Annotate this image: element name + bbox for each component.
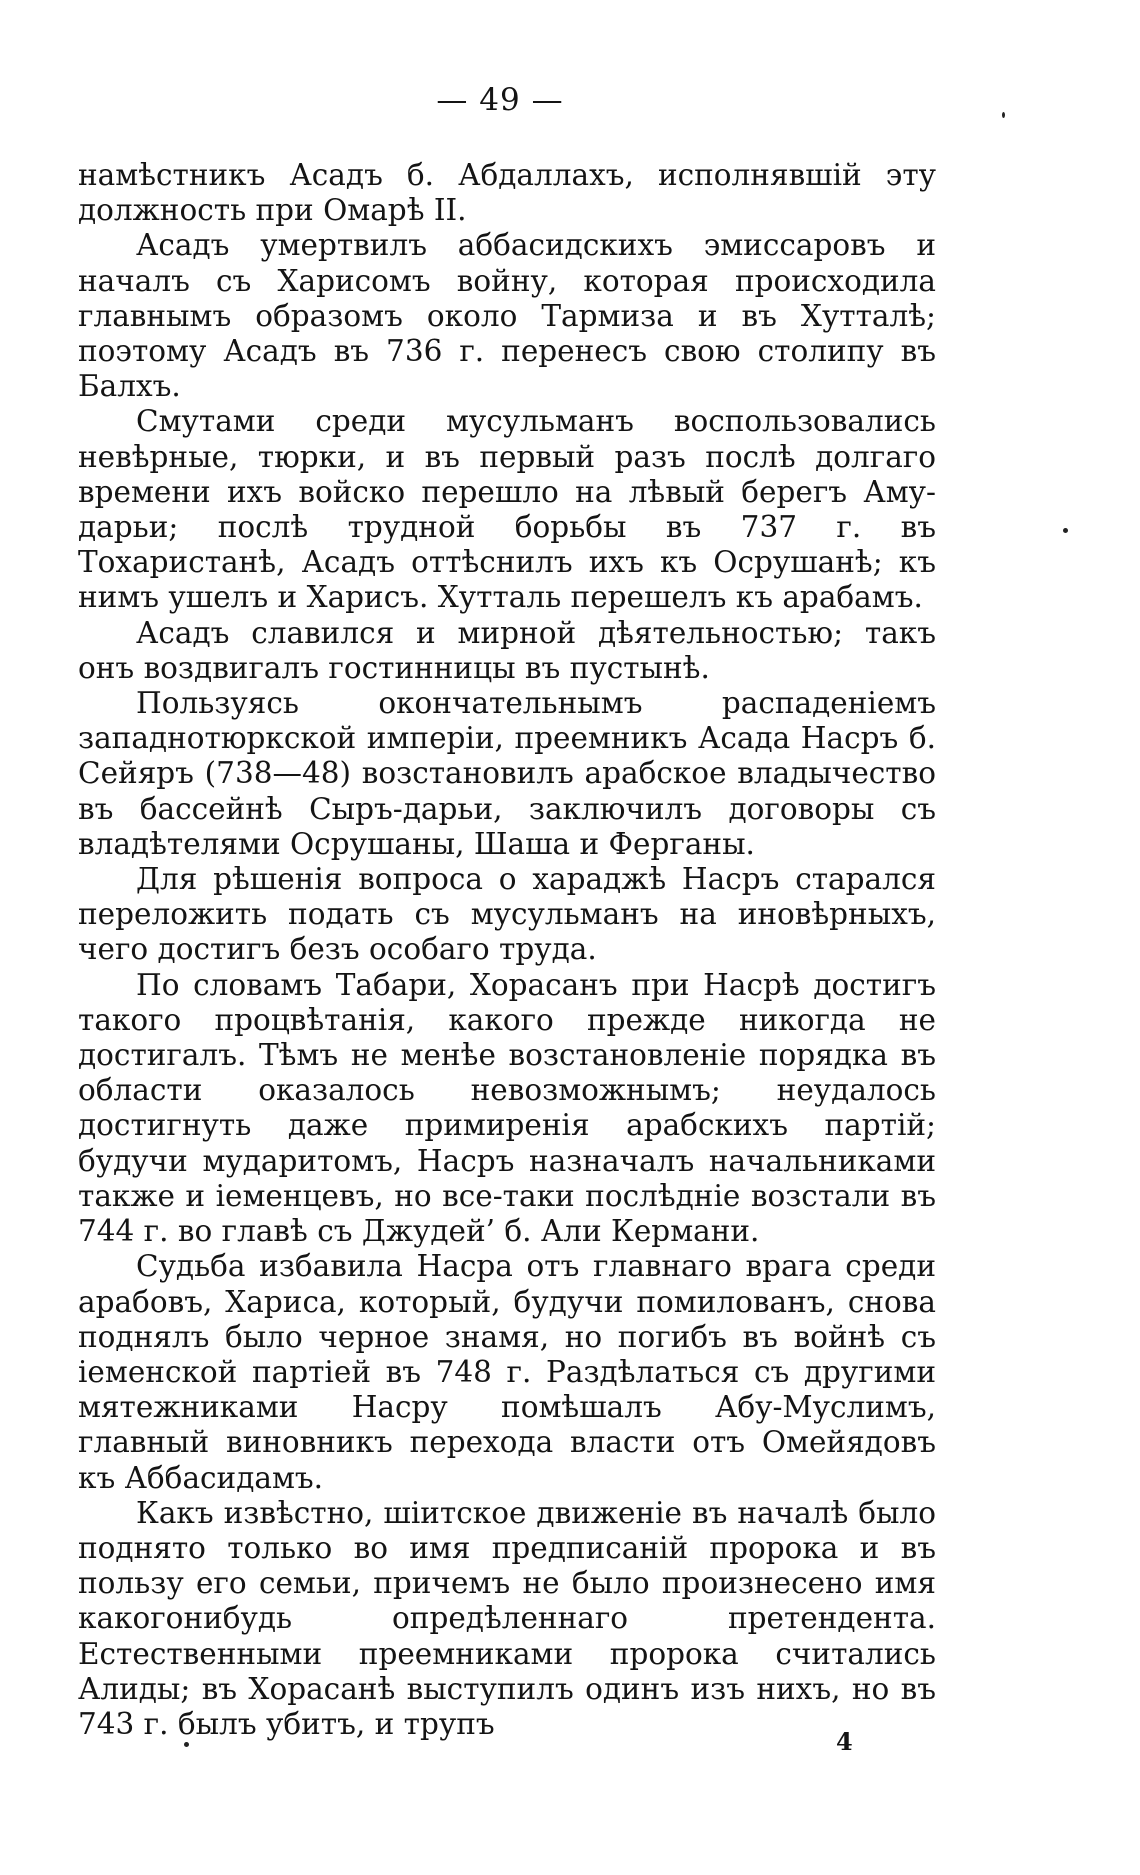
paragraph: Асадъ славился и мирной дѣятельностью; такъ онъ воздвигалъ гостинницы въ пустынѣ. xyxy=(78,615,936,685)
signature-mark: 4 xyxy=(836,1727,853,1756)
paragraph: По словамъ Табари, Хорасанъ при Насрѣ достигъ такого процвѣтанія, какого прежде никогда не достигалъ. Тѣмъ не менѣе возстановленіе порядка въ области оказалось невозможнымъ; неудалось достигнуть даже примиренія арабскихъ партій; будучи мударитомъ, Насръ назначалъ начальниками также и іеменцевъ, но все-таки послѣдніе возстали въ 744 г. во главѣ съ Джудей’ б. Али Кермани. xyxy=(78,967,936,1249)
paragraph: Смутами среди мусульманъ воспользовались невѣрные, тюрки, и въ первый разъ послѣ долгаго времени ихъ войско перешло на лѣвый берегъ Аму-дарьи; послѣ трудной борьбы въ 737 г. въ Тохаристанѣ, Асадъ оттѣснилъ ихъ къ Осрушанѣ; къ нимъ ушелъ и Харисъ. Хутталь перешелъ къ арабамъ. xyxy=(78,404,936,615)
ink-speck xyxy=(184,1742,189,1747)
ink-speck xyxy=(1002,112,1005,118)
paragraph: Судьба избавила Насра отъ главнаго врага среди арабовъ, Хариса, который, будучи помилованъ, снова поднялъ было черное знамя, но погибъ въ войнѣ съ іеменской партіей въ 748 г. Раздѣлаться съ другими мятежниками Насру помѣшалъ Абу-Муслимъ, главный виновникъ перехода власти отъ Омейядовъ къ Аббасидамъ. xyxy=(78,1249,936,1495)
body-text xyxy=(78,158,936,1742)
paragraph: Асадъ умертвилъ аббасидскихъ эмиссаровъ и началъ съ Харисомъ войну, которая происходила главнымъ образомъ около Тармиза и въ Хутталѣ; поэтому Асадъ въ 736 г. перенесъ свою столипу въ Балхъ. xyxy=(78,228,936,404)
paragraph: Какъ извѣстно, шіитское движеніе въ началѣ было поднято только во имя предписаній пророка и въ пользу его семьи, причемъ не было произнесено имя какогонибудь опредѣленнаго претендента. Естественными преемниками пророка считались Алиды; въ Хорасанѣ выступилъ одинъ изъ нихъ, но въ 743 г. былъ убитъ, и трупъ xyxy=(78,1495,936,1741)
page-number: — 49 — xyxy=(436,82,564,118)
paragraph: намѣстникъ Асадъ б. Абдаллахъ, исполнявшій эту должность при Омарѣ II. xyxy=(78,158,936,228)
paragraph: Пользуясь окончательнымъ распаденіемъ западнотюркской имперіи, преемникъ Асада Насръ б. Сейяръ (738—48) возстановилъ арабское владычество въ бассейнѣ Сыръ-дарьи, заключилъ договоры съ владѣтелями Осрушаны, Шаша и Ферганы. xyxy=(78,686,936,861)
paragraph: Для рѣшенія вопроса о хараджѣ Насръ старался переложить подать съ мусульманъ на иновѣрныхъ, чего достигъ безъ особаго труда. xyxy=(78,862,936,967)
ink-speck xyxy=(1063,528,1068,533)
